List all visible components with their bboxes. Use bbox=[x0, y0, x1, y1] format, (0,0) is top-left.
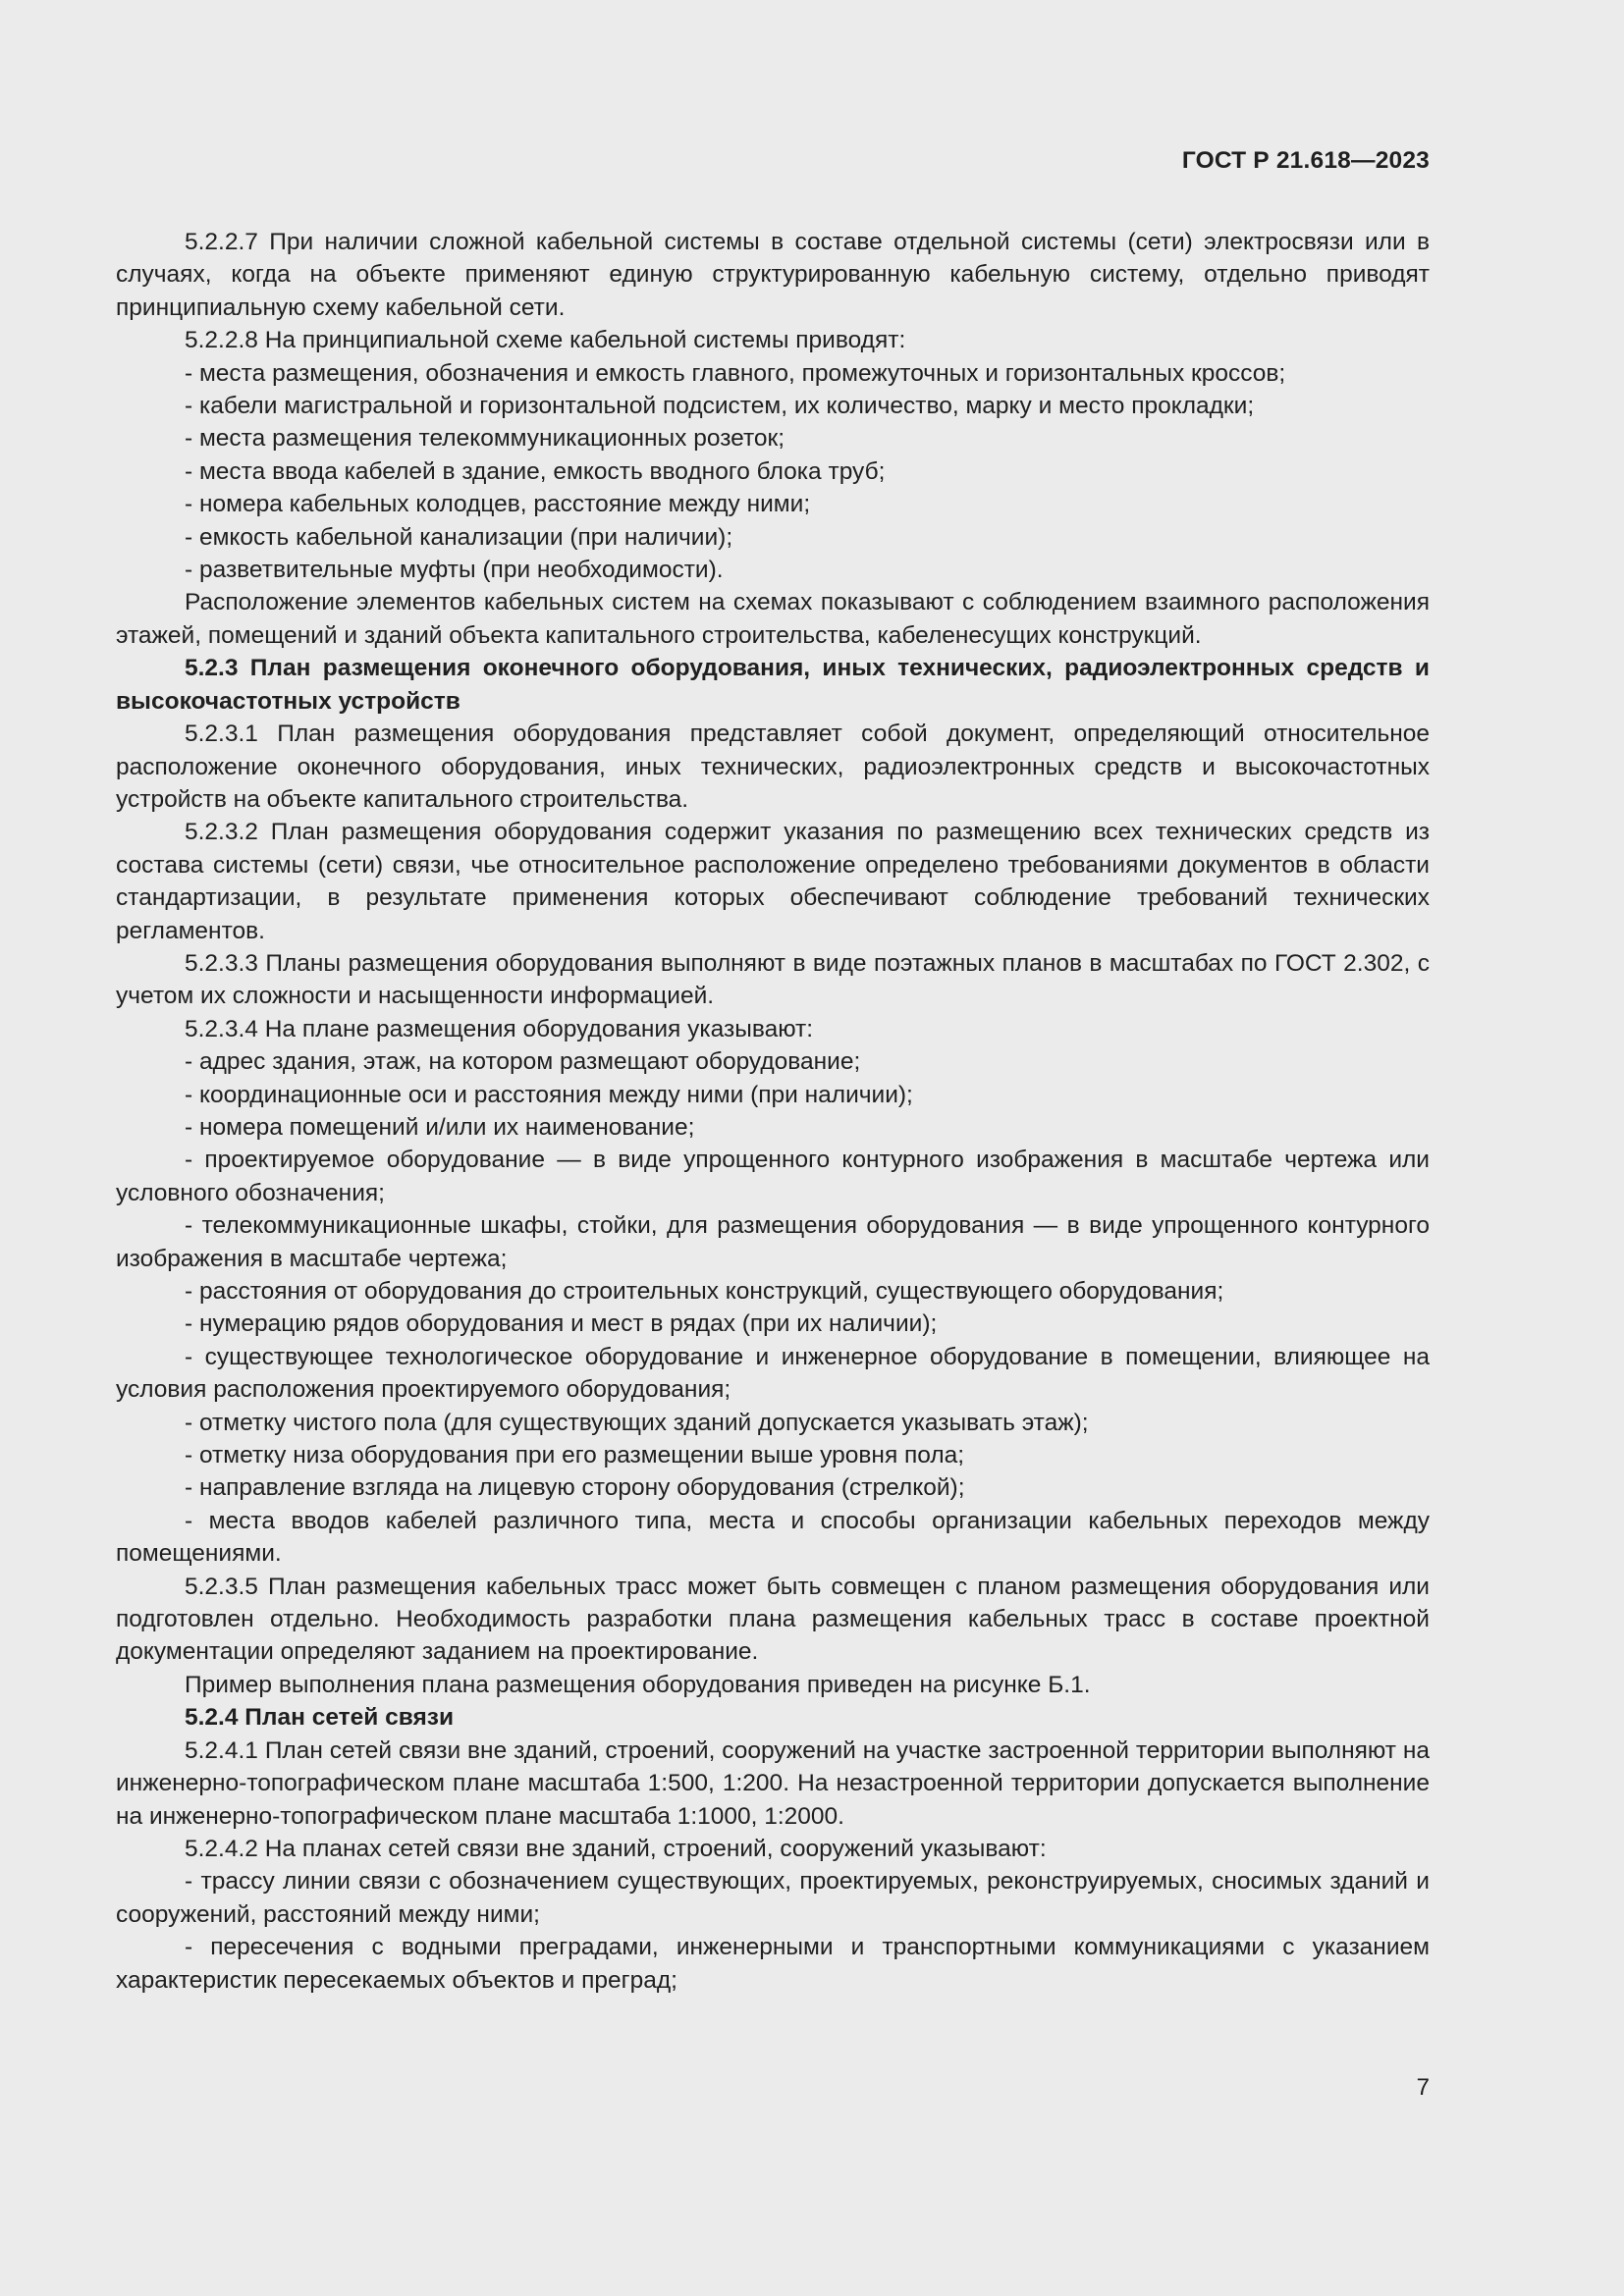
document-body bbox=[116, 226, 1430, 1997]
paragraph-5-2-4-1: 5.2.4.1 План сетей связи вне зданий, строений, сооружений на участке застроенной территории выполняют на инженерно-топографическом плане масштаба 1:500, 1:200. На незастроенной территории допускается выполнение на инженерно-топографическом плане масштаба 1:1000, 1:2000. bbox=[116, 1736, 1430, 1830]
list-item: - отметку низа оборудования при его размещении выше уровня пола; bbox=[185, 1442, 965, 1469]
page-number: 7 bbox=[1416, 2074, 1430, 2101]
list-item: - отметку чистого пола (для существующих зданий допускается указывать этаж); bbox=[185, 1409, 1089, 1436]
list-item: - направление взгляда на лицевую сторону оборудования (стрелкой); bbox=[185, 1474, 965, 1502]
paragraph-5-2-3-3: 5.2.3.3 Планы размещения оборудования выполняют в виде поэтажных планов в масштабах по ГОСТ 2.302, с учетом их сложности и насыщенности информацией. bbox=[116, 949, 1430, 1010]
paragraph-layout-note: Расположение элементов кабельных систем на схемах показывают с соблюдением взаимного расположения этажей, помещений и зданий объекта капитального строительства, кабеленесущих конструкций. bbox=[116, 589, 1430, 649]
paragraph-example-ref: Пример выполнения плана размещения оборудования приведен на рисунке Б.1. bbox=[185, 1671, 1091, 1698]
list-item: - координационные оси и расстояния между ними (при наличии); bbox=[185, 1081, 913, 1108]
list-item: - места вводов кабелей различного типа, места и способы организации кабельных переходов между помещениями. bbox=[116, 1507, 1430, 1568]
list-item: - номера помещений и/или их наименование; bbox=[185, 1113, 695, 1141]
paragraph-5-2-3-2: 5.2.3.2 План размещения оборудования содержит указания по размещению всех технических средств из состава системы (сети) связи, чье относительное расположение определено требованиями документов в области стандартизации, в результате применения которых обеспечивают соблюдение требований технических регламентов. bbox=[116, 819, 1430, 944]
section-heading-5-2-3: 5.2.3 План размещения оконечного оборудования, иных технических, радиоэлектронных средств и высокочастотных устройств bbox=[116, 655, 1430, 715]
list-item: - трассу линии связи с обозначением существующих, проектируемых, реконструируемых, сносимых зданий и сооружений, расстояний между ними; bbox=[116, 1868, 1430, 1928]
list-item: - расстояния от оборудования до строительных конструкций, существующего оборудования; bbox=[185, 1278, 1224, 1305]
list-item: - емкость кабельной канализации (при наличии); bbox=[185, 523, 733, 551]
paragraph-5-2-3-4: 5.2.3.4 На плане размещения оборудования указывают: bbox=[185, 1015, 814, 1042]
list-item: - пересечения с водными преградами, инженерными и транспортными коммуникациями с указанием характеристик пересекаемых объектов и преград; bbox=[116, 1934, 1430, 1994]
paragraph-5-2-2-7: 5.2.2.7 При наличии сложной кабельной системы в составе отдельной системы (сети) электросвязи или в случаях, когда на объекте применяют единую структурированную кабельную систему, отдельно приводят принципиальную схему кабельной сети. bbox=[116, 229, 1430, 321]
list-item: - нумерацию рядов оборудования и мест в рядах (при их наличии); bbox=[185, 1310, 938, 1338]
paragraph-5-2-4-2: 5.2.4.2 На планах сетей связи вне зданий, строений, сооружений указывают: bbox=[185, 1835, 1047, 1862]
section-heading-5-2-4: 5.2.4 План сетей связи bbox=[185, 1704, 455, 1732]
document-id-header: ГОСТ Р 21.618—2023 bbox=[1181, 147, 1430, 174]
list-item: - проектируемое оборудование — в виде упрощенного контурного изображения в масштабе чертежа или условного обозначения; bbox=[116, 1147, 1430, 1206]
list-item: - места размещения, обозначения и емкость главного, промежуточных и горизонтальных кроссов; bbox=[185, 359, 1286, 387]
paragraph-5-2-2-8: 5.2.2.8 На принципиальной схеме кабельной системы приводят: bbox=[185, 327, 906, 354]
list-item: - номера кабельных колодцев, расстояние между ними; bbox=[185, 491, 811, 518]
list-item: - существующее технологическое оборудование и инженерное оборудование в помещении, влияющее на условия расположения проектируемого оборудования; bbox=[116, 1343, 1430, 1404]
list-item: - адрес здания, этаж, на котором размещают оборудование; bbox=[185, 1048, 861, 1076]
paragraph-5-2-3-5: 5.2.3.5 План размещения кабельных трасс может быть совмещен с планом размещения оборудования или подготовлен отдельно. Необходимость разработки плана размещения кабельных трасс в составе проектной документации определяют заданием на проектирование. bbox=[116, 1573, 1430, 1666]
paragraph-5-2-3-1: 5.2.3.1 План размещения оборудования представляет собой документ, определяющий относительное расположение оконечного оборудования, иных технических, радиоэлектронных средств и высокочастотных устройств на объекте капитального строительства. bbox=[116, 721, 1430, 813]
list-item: - места размещения телекоммуникационных розеток; bbox=[185, 425, 785, 453]
list-item: - разветвительные муфты (при необходимости). bbox=[185, 557, 724, 584]
list-item: - места ввода кабелей в здание, емкость вводного блока труб; bbox=[185, 457, 886, 485]
list-item: - телекоммуникационные шкафы, стойки, для размещения оборудования — в виде упрощенного контурного изображения в масштабе чертежа; bbox=[116, 1212, 1430, 1272]
list-item: - кабели магистральной и горизонтальной подсистем, их количество, марку и место прокладки; bbox=[185, 393, 1255, 420]
